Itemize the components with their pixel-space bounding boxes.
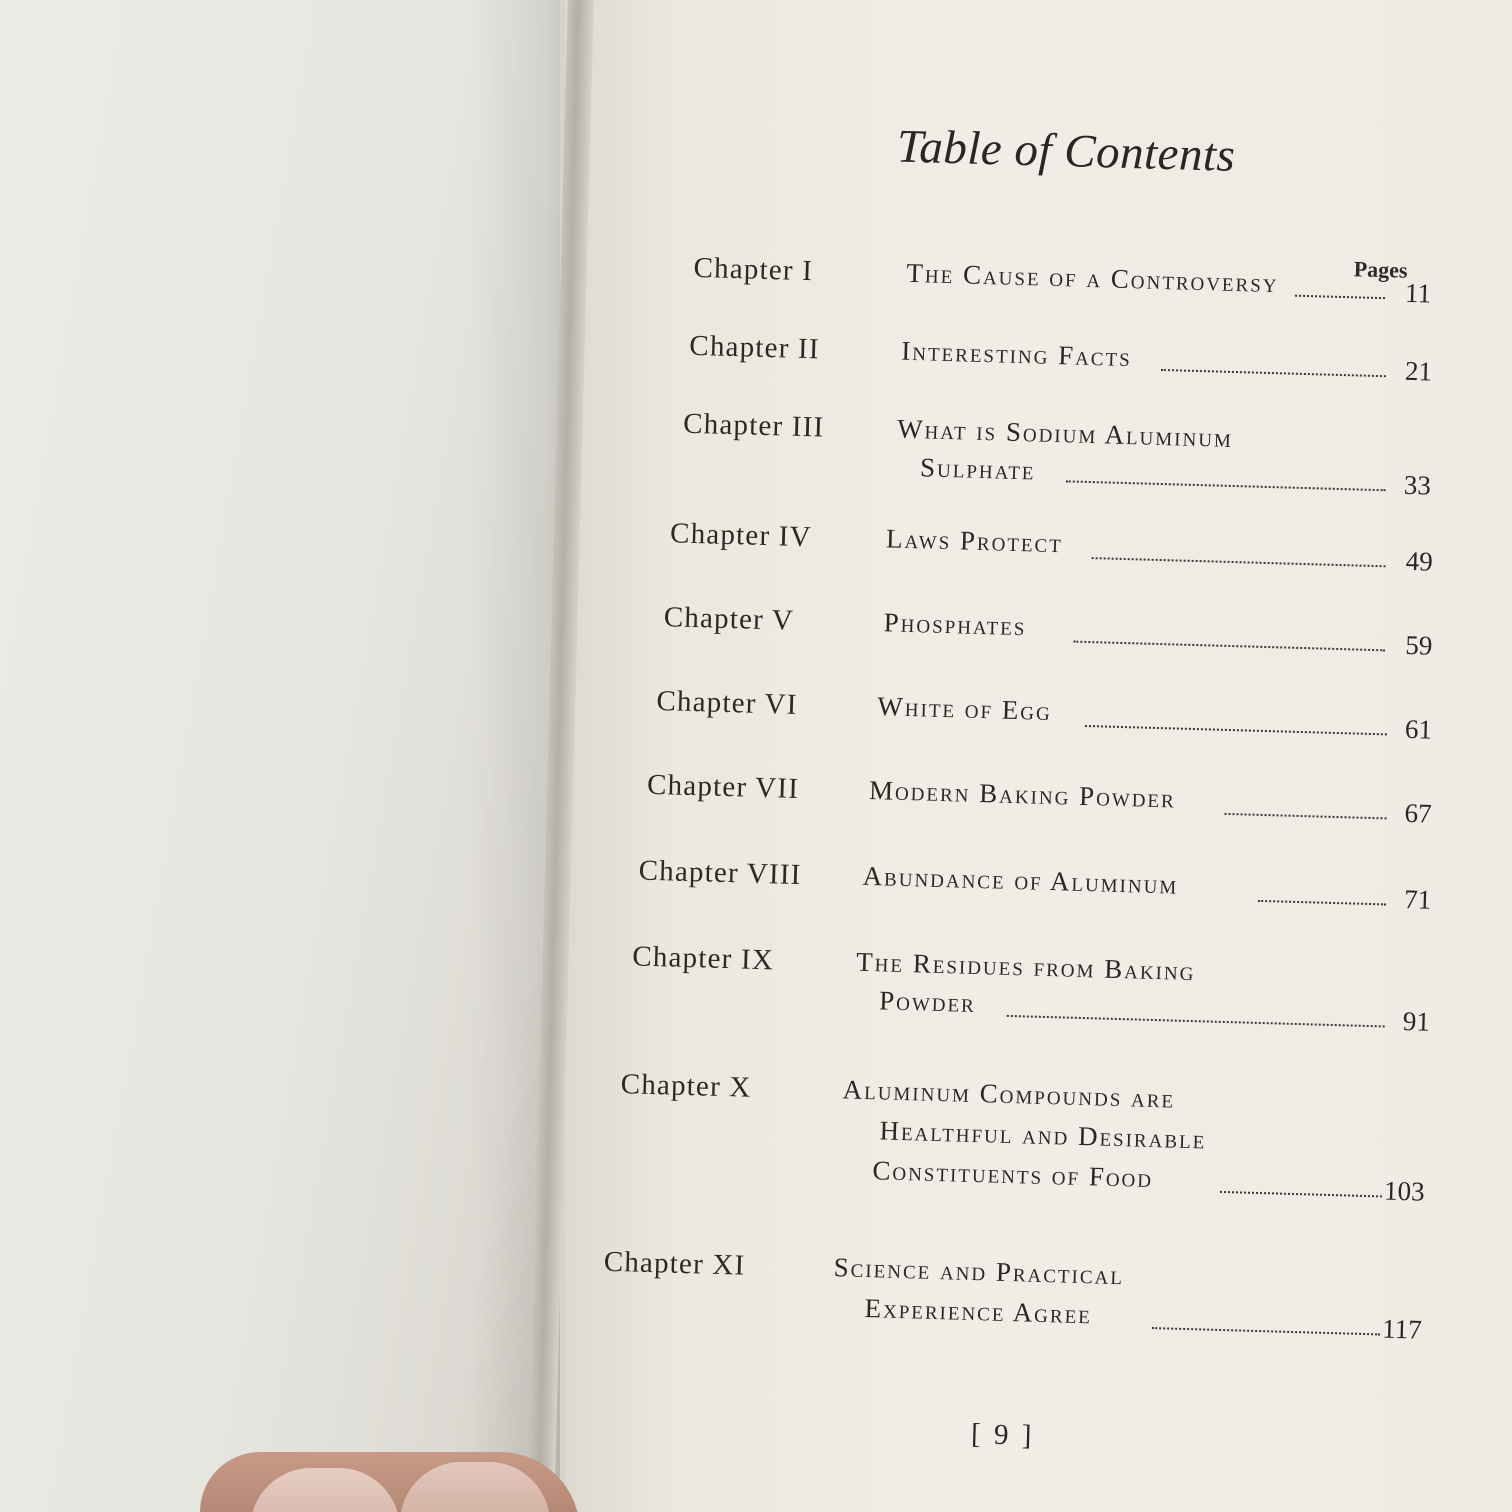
page-number: 91 [1402, 1005, 1431, 1037]
dot-leader [1295, 295, 1385, 300]
dot-leader [1225, 813, 1387, 820]
dot-leader [1007, 1015, 1385, 1028]
chapter-title-continued: Healthful and Desirable [879, 1115, 1207, 1155]
dot-leader [1066, 480, 1386, 491]
chapter-label: Chapter V [663, 601, 795, 637]
chapter-label: Chapter I [693, 251, 814, 288]
toc-entry [0, 923, 1506, 1037]
dot-leader [1152, 1327, 1380, 1335]
page-number: 21 [1404, 355, 1433, 387]
toc-entry [2, 667, 1512, 745]
chapter-title: Modern Baking Powder [868, 774, 1177, 814]
page-folio: [ 9 ] [970, 1418, 1035, 1452]
chapter-title: The Residues from Baking [855, 946, 1196, 987]
toc-entry [0, 837, 1509, 915]
toc-entry [10, 389, 1512, 501]
chapter-label: Chapter VII [646, 768, 800, 805]
chapter-label: Chapter IV [669, 517, 813, 554]
toc-entry [0, 751, 1511, 829]
toc-title: Table of Contents [896, 120, 1237, 182]
chapter-title-continued: Constituents of Food [872, 1155, 1154, 1194]
page-number: 11 [1404, 277, 1432, 309]
page-number: 61 [1404, 713, 1433, 745]
page-number: 103 [1383, 1175, 1426, 1207]
toc-entry [14, 233, 1512, 309]
page-number: 49 [1405, 545, 1434, 577]
toc-entry [12, 311, 1512, 387]
chapter-label: Chapter II [688, 329, 821, 366]
chapter-label: Chapter IX [631, 940, 775, 977]
chapter-label: Chapter VIII [638, 854, 802, 892]
page-number: 67 [1404, 797, 1433, 829]
page-number: 71 [1403, 883, 1432, 915]
dot-leader [1092, 557, 1386, 567]
chapter-title: Interesting Facts [900, 335, 1133, 373]
toc-entry [0, 1228, 1498, 1345]
chapter-title-continued: Powder [878, 985, 977, 1019]
chapter-label: Chapter VI [656, 684, 799, 721]
chapter-title: White of Egg [877, 691, 1053, 727]
page-number: 117 [1381, 1313, 1423, 1345]
dot-leader [1258, 900, 1386, 906]
chapter-title: What is Sodium Aluminum [896, 413, 1234, 453]
dot-leader [1085, 725, 1387, 735]
toc-entry [5, 583, 1512, 661]
chapter-label: Chapter III [682, 407, 825, 444]
page-number: 33 [1403, 469, 1432, 501]
dot-leader [1220, 1191, 1382, 1198]
toc-entry [0, 1051, 1503, 1207]
toc-entry [7, 499, 1512, 577]
chapter-title: Science and Practical [833, 1252, 1125, 1291]
dot-leader [1073, 641, 1385, 652]
dot-leader [1161, 369, 1386, 377]
chapter-title: Phosphates [883, 607, 1027, 642]
chapter-title: Aluminum Compounds are [842, 1074, 1176, 1114]
chapter-label: Chapter XI [603, 1245, 746, 1282]
chapter-title: Laws Protect [885, 523, 1064, 559]
chapter-title-continued: Sulphate [919, 452, 1036, 486]
chapter-title: Abundance of Aluminum [862, 860, 1179, 900]
pages-column-heading: Pages [1353, 256, 1408, 283]
page-number: 59 [1404, 629, 1433, 661]
chapter-title: The Cause of a Controversy [906, 257, 1280, 299]
chapter-title-continued: Experience Agree [864, 1293, 1093, 1330]
chapter-label: Chapter X [620, 1068, 752, 1104]
